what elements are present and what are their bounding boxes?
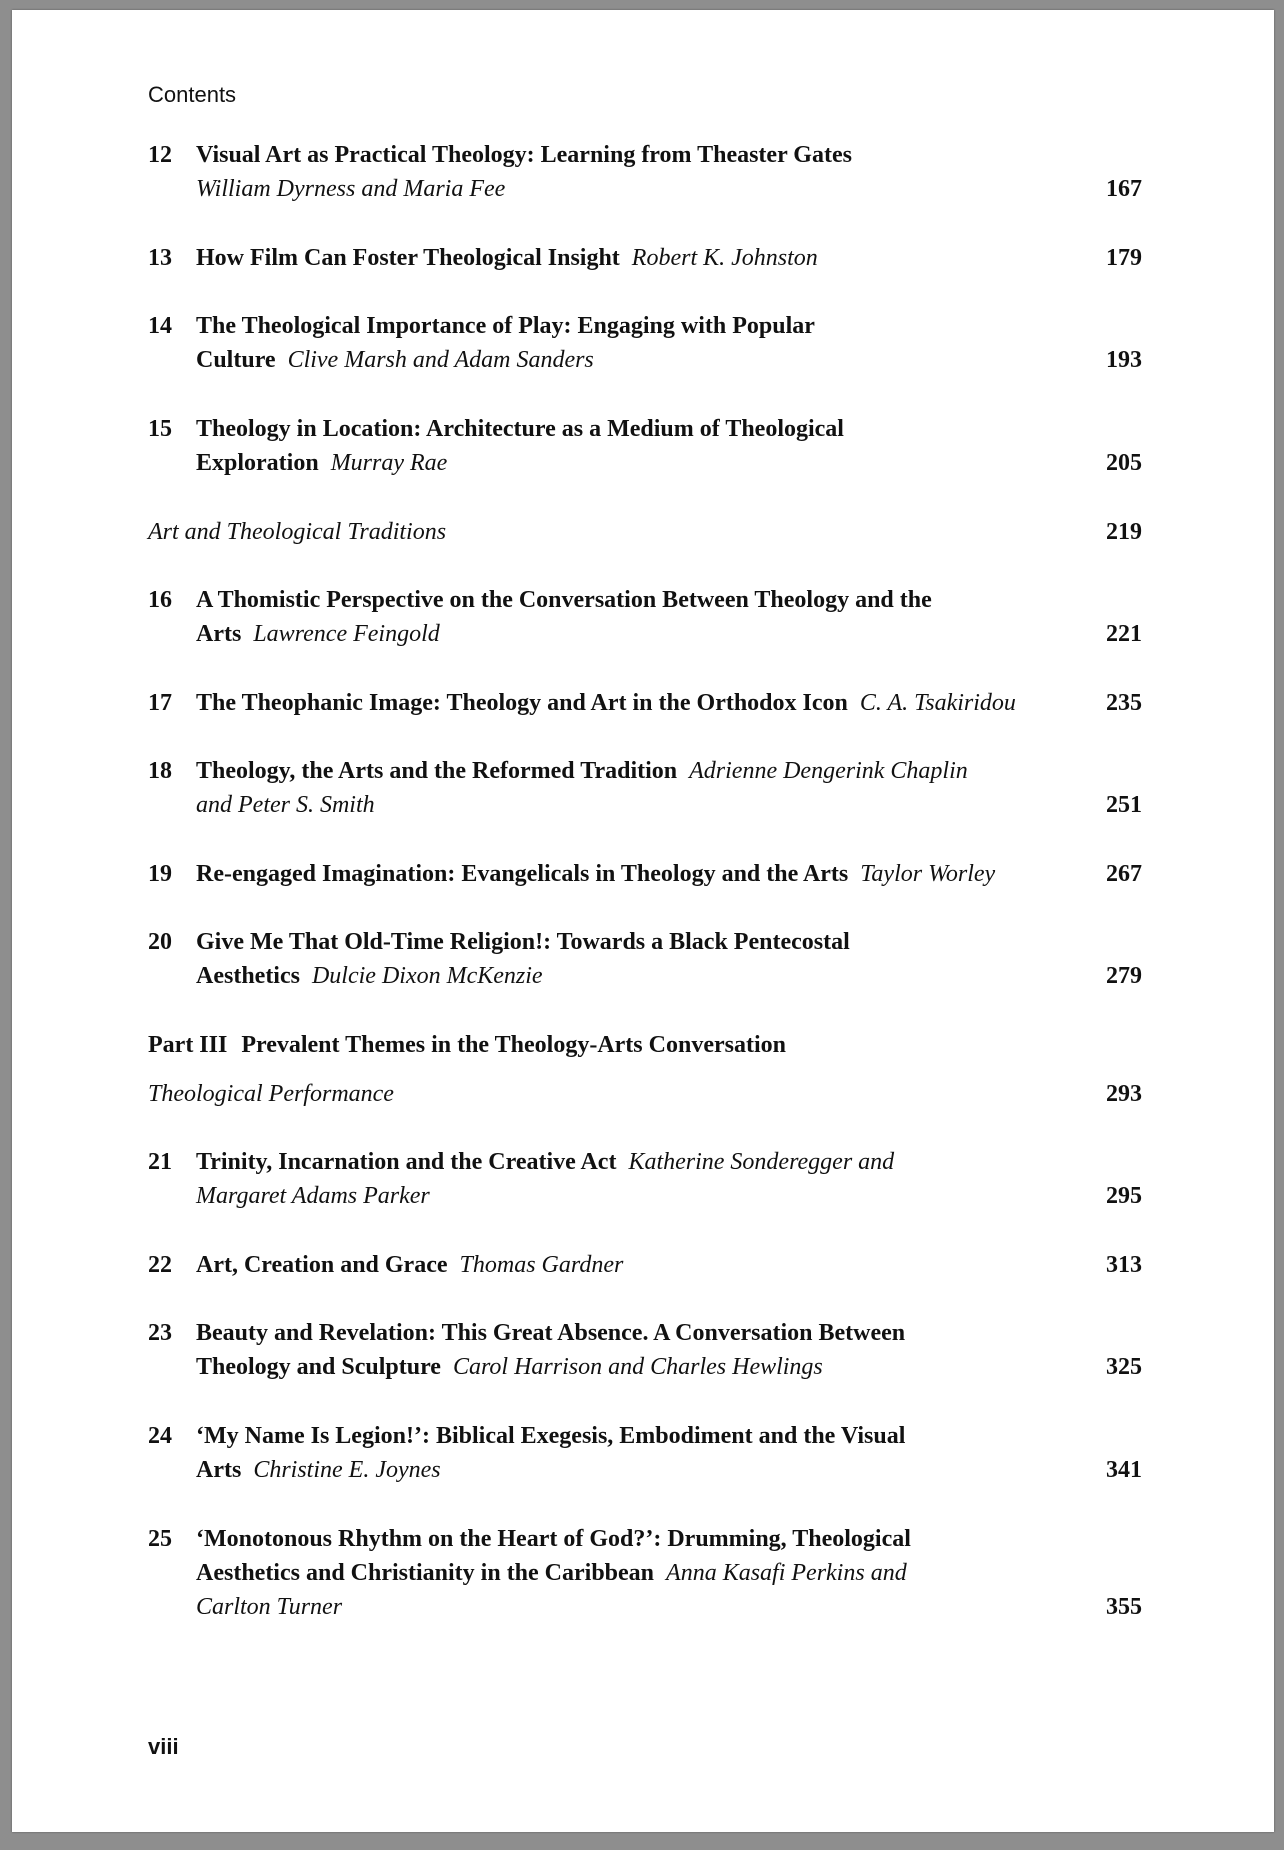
page-number: 267 — [1106, 861, 1142, 887]
page-number: 251 — [1106, 792, 1142, 818]
chapter-title-continued: Arts — [196, 621, 242, 647]
chapter-number: 15 — [148, 416, 172, 442]
toc-entry[interactable] — [148, 412, 1142, 480]
chapter-author: Christine E. Joynes — [253, 1457, 441, 1483]
chapter-number: 12 — [148, 142, 172, 168]
chapter-number: 14 — [148, 313, 172, 339]
page-number: 293 — [1106, 1081, 1142, 1107]
chapter-number: 17 — [148, 690, 172, 716]
toc-entry[interactable] — [148, 1248, 1142, 1282]
chapter-number: 20 — [148, 929, 172, 955]
table-of-contents — [148, 138, 1142, 1659]
toc-entry[interactable] — [148, 857, 1142, 891]
chapter-author: William Dyrness and Maria Fee — [196, 176, 506, 202]
page-number: 279 — [1106, 963, 1142, 989]
chapter-title-continued: Culture — [196, 347, 276, 373]
page-number: 313 — [1106, 1252, 1142, 1278]
chapter-title-continued: Aesthetics — [196, 963, 300, 989]
chapter-number: 22 — [148, 1252, 172, 1278]
toc-entry[interactable] — [148, 1522, 1142, 1624]
chapter-number: 24 — [148, 1423, 172, 1449]
chapter-author: Anna Kasafi Perkins and — [666, 1560, 907, 1586]
toc-entry[interactable] — [148, 138, 1142, 206]
toc-entry[interactable] — [148, 1316, 1142, 1384]
page-number: 179 — [1106, 245, 1142, 271]
part-label: Part III — [148, 1032, 228, 1058]
toc-entry[interactable] — [148, 1419, 1142, 1487]
page-number: 325 — [1106, 1354, 1142, 1380]
page-number: 205 — [1106, 450, 1142, 476]
chapter-title: Beauty and Revelation: This Great Absence. A Conversation Between — [196, 1320, 906, 1346]
chapter-author-continued: Margaret Adams Parker — [196, 1183, 430, 1209]
chapter-title: The Theological Importance of Play: Engaging with Popular — [196, 313, 815, 339]
chapter-author: Thomas Gardner — [459, 1252, 624, 1278]
toc-entry[interactable] — [148, 686, 1142, 720]
chapter-number: 18 — [148, 758, 172, 784]
page-number: 341 — [1106, 1457, 1142, 1483]
chapter-title: ‘Monotonous Rhythm on the Heart of God?’: Drumming, Theological — [196, 1526, 911, 1552]
chapter-title: Theology in Location: Architecture as a Medium of Theological — [196, 416, 844, 442]
chapter-number: 21 — [148, 1149, 172, 1175]
chapter-title: Theology, the Arts and the Reformed Tradition — [196, 758, 678, 784]
part-title: Prevalent Themes in the Theology-Arts Conversation — [241, 1032, 786, 1058]
toc-entry[interactable] — [148, 241, 1142, 275]
chapter-title: How Film Can Foster Theological Insight — [196, 245, 620, 271]
chapter-title: The Theophanic Image: Theology and Art in the Orthodox Icon — [196, 690, 848, 716]
section-title: Art and Theological Traditions — [148, 519, 447, 545]
chapter-number: 13 — [148, 245, 172, 271]
chapter-author-continued: and Peter S. Smith — [196, 792, 375, 818]
chapter-author: Taylor Worley — [860, 861, 996, 887]
section-heading[interactable] — [148, 1077, 1142, 1111]
chapter-title: Re-engaged Imagination: Evangelicals in Theology and the Arts — [196, 861, 849, 887]
chapter-author: Dulcie Dixon McKenzie — [311, 963, 543, 989]
chapter-number: 19 — [148, 861, 172, 887]
chapter-number: 25 — [148, 1526, 172, 1552]
page — [12, 10, 1274, 1832]
page-number: 193 — [1106, 347, 1142, 373]
chapter-number: 16 — [148, 587, 172, 613]
chapter-author: Murray Rae — [330, 450, 448, 476]
chapter-author: Katherine Sonderegger and — [628, 1149, 895, 1175]
chapter-author: Robert K. Johnston — [631, 245, 818, 271]
chapter-author: Carol Harrison and Charles Hewlings — [452, 1354, 823, 1380]
chapter-author: C. A. Tsakiridou — [859, 690, 1016, 716]
section-title: Theological Performance — [148, 1081, 394, 1107]
chapter-title-continued: Exploration — [196, 450, 319, 476]
chapter-title: Art, Creation and Grace — [196, 1252, 448, 1278]
chapter-author: Clive Marsh and Adam Sanders — [287, 347, 594, 373]
chapter-author: Adrienne Dengerink Chaplin — [689, 758, 968, 784]
chapter-title: Give Me That Old-Time Religion!: Towards a Black Pentecostal — [196, 929, 850, 955]
part-heading[interactable] — [148, 1028, 1142, 1062]
chapter-title: ‘My Name Is Legion!’: Biblical Exegesis, Embodiment and the Visual — [196, 1423, 906, 1449]
chapter-title-continued: Theology and Sculpture — [196, 1354, 441, 1380]
toc-entry[interactable] — [148, 583, 1142, 651]
page-number: 295 — [1106, 1183, 1142, 1209]
running-head: Contents — [148, 82, 237, 107]
toc-entry[interactable] — [148, 1145, 1142, 1213]
chapter-title: Trinity, Incarnation and the Creative Act — [196, 1149, 617, 1175]
chapter-title-continued: Aesthetics and Christianity in the Caribbean — [196, 1560, 655, 1586]
section-heading[interactable] — [148, 515, 1142, 549]
page-number: 235 — [1106, 690, 1142, 716]
page-number: 167 — [1106, 176, 1142, 202]
chapter-title: A Thomistic Perspective on the Conversation Between Theology and the — [196, 587, 932, 613]
chapter-author: Lawrence Feingold — [253, 621, 440, 647]
toc-entry[interactable] — [148, 925, 1142, 993]
page-number: 219 — [1106, 519, 1142, 545]
chapter-number: 23 — [148, 1320, 172, 1346]
chapter-title-continued: Arts — [196, 1457, 242, 1483]
page-number: 355 — [1106, 1594, 1142, 1620]
toc-entry[interactable] — [148, 754, 1142, 822]
page-number: 221 — [1106, 621, 1142, 647]
chapter-author-continued: Carlton Turner — [196, 1594, 343, 1620]
toc-entry[interactable] — [148, 309, 1142, 377]
chapter-title: Visual Art as Practical Theology: Learning from Theaster Gates — [196, 142, 852, 168]
folio-page-number: viii — [148, 1734, 179, 1759]
